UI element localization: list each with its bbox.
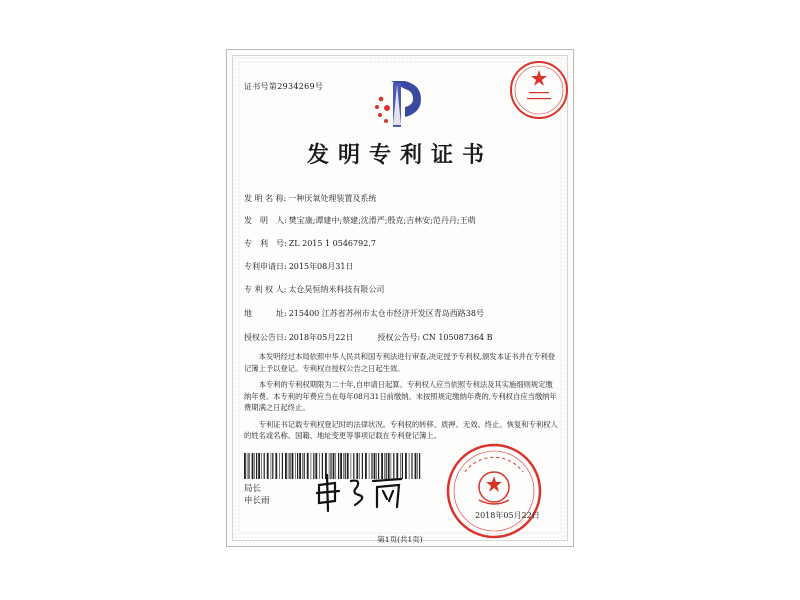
field-value: 一种厌氧处理装置及系统 xyxy=(288,194,377,203)
field-value: ZL 2015 1 0546792.7 xyxy=(288,239,376,248)
certificate-body-text xyxy=(244,351,558,447)
certificate-number: 证书号第2934269号 xyxy=(244,82,324,91)
field-inventors xyxy=(244,215,476,226)
field-label: 发 明 名 称: xyxy=(244,194,287,203)
chief-title: 局长 xyxy=(244,484,262,494)
field-patent-number xyxy=(244,238,376,249)
paragraph: 本专利的专利权期限为二十年,自申请日起算。专利权人应当依照专利法及其实施细则规定缴纳年费。本专利的年费应当在每年08月31日前缴纳。未按照规定缴纳年费的,专利权自应当缴纳年费期满之日起终止。 xyxy=(244,380,557,412)
field-value: 215400 江苏省苏州市太仓市经济开发区青岛西路38号 xyxy=(288,309,484,318)
paragraph: 本发明经过本局依照中华人民共和国专利法进行审查,决定授予专利权,颁发本证书并在专利登记簿上予以登记。专利权自授权公告之日起生效。 xyxy=(244,352,556,373)
field-patentee xyxy=(244,284,384,295)
field-label: 地 址: xyxy=(244,309,287,318)
field-label: 专 利 权 人: xyxy=(244,285,287,294)
stamp-date: 2018年05月22日 xyxy=(475,511,540,520)
field-label: 发 明 人: xyxy=(244,216,287,225)
paragraph: 专利证书记载专利权登记时的法律状况。专利权的转移、质押、无效、终止、恢复和专利权人的姓名或名称、国籍、地址变更等事项记载在专利登记簿上。 xyxy=(244,419,558,440)
field-value: 2015年08月31日 xyxy=(288,262,354,271)
field-address xyxy=(244,308,484,319)
patent-office-emblem-icon xyxy=(371,77,433,129)
chief-block xyxy=(244,483,270,507)
field-grant-date xyxy=(244,332,493,343)
field-label: 授权公告日: xyxy=(244,333,287,342)
field-invention-name xyxy=(244,193,376,204)
field-value: 樊宝康;谭建中;蔡建;沈滑严;殷克;吉林安;范丹丹;王萌 xyxy=(288,216,476,225)
chief-name: 申长雨 xyxy=(244,496,270,506)
red-seal-stamp-small xyxy=(507,58,571,122)
red-seal-stamp-patent-office xyxy=(435,442,553,540)
page-number: 第1页(共1页) xyxy=(377,535,423,544)
field-value: 2018年05月22日 授权公告号: CN 105087364 B xyxy=(288,333,493,342)
certificate-title: 发明专利证书 xyxy=(306,142,493,168)
field-label: 专利申请日: xyxy=(244,262,287,271)
field-application-date xyxy=(244,261,353,272)
field-value: 太仓昊恒纳米科技有限公司 xyxy=(288,285,385,294)
patent-certificate xyxy=(226,49,574,547)
handwritten-signature xyxy=(311,471,409,513)
field-label: 专 利 号: xyxy=(244,239,287,248)
